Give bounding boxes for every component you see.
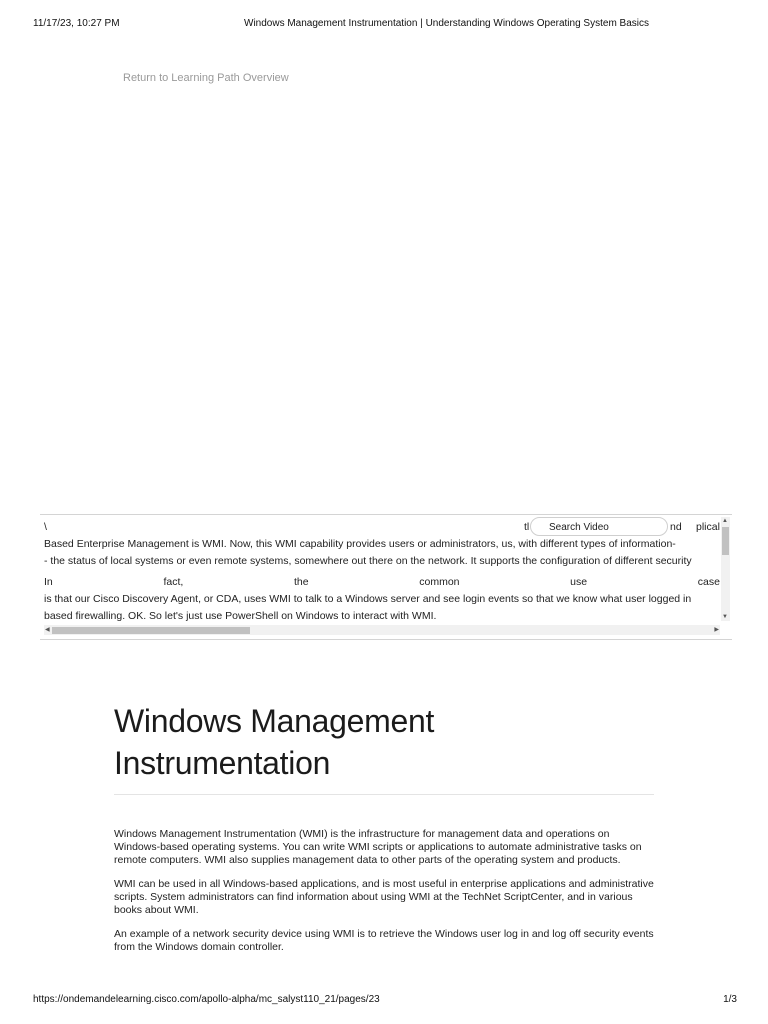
transcript-fragment: plical (696, 521, 720, 533)
print-datetime: 11/17/23, 10:27 PM (33, 18, 120, 29)
search-video-input[interactable]: Search Video (530, 517, 668, 536)
transcript-line: is that our Cisco Discovery Agent, or CDA, uses WMI to talk to a Windows server and see login events so that we know what user logged in (44, 593, 692, 605)
transcript-fragment: tl (524, 521, 530, 533)
article-paragraph: An example of a network security device using WMI is to retrieve the Windows user log in and log off security events from the Windows domain controller. (114, 928, 654, 953)
scroll-right-arrow-icon[interactable]: ▶ (714, 627, 719, 633)
article-body (114, 828, 654, 965)
page-title: Windows Management Instrumentation (114, 703, 435, 781)
title-divider (114, 794, 654, 795)
print-document-title: Windows Management Instrumentation | Understanding Windows Operating System Basics (244, 18, 650, 29)
page-indicator: 1/3 (723, 994, 737, 1005)
transcript-horizontal-scrollbar[interactable] (44, 625, 720, 635)
horizontal-scroll-thumb[interactable] (52, 627, 250, 634)
transcript-line (44, 574, 720, 591)
article-paragraph: Windows Management Instrumentation (WMI) is the infrastructure for management data and operations on Windows-based operating systems. You can write WMI scripts or applications to automate administrative tasks on remote computers. WMI also supplies management data to other parts of the operating system and products. (114, 828, 642, 866)
transcript-word: common (419, 576, 460, 588)
article-paragraph: WMI can be used in all Windows-based applications, and is most useful in enterprise applications and administrative scripts. System administrators can find information about using WMI at the TechNet ScriptCenter, and in various books about WMI. (114, 878, 654, 916)
page-url: https://ondemandelearning.cisco.com/apollo-alpha/mc_salyst110_21/pages/23 (33, 994, 380, 1005)
transcript-line: based firewalling. OK. So let's just use PowerShell on Windows to interact with WMI. (44, 610, 437, 622)
video-transcript-panel (40, 514, 732, 640)
print-header (33, 18, 748, 32)
transcript-word: In (44, 576, 53, 588)
return-to-learning-path-link[interactable]: Return to Learning Path Overview (123, 72, 289, 84)
scroll-left-arrow-icon[interactable]: ◀ (45, 627, 50, 633)
transcript-fragment: nd (670, 521, 682, 533)
scroll-down-arrow-icon[interactable]: ▼ (722, 614, 728, 620)
transcript-line: Based Enterprise Management is WMI. Now, this WMI capability provides users or administrators, us, with different types of information- (44, 538, 676, 550)
transcript-word: use (570, 576, 588, 588)
vertical-scroll-thumb[interactable] (722, 527, 729, 555)
scroll-up-arrow-icon[interactable]: ▲ (722, 518, 728, 524)
transcript-word: case (697, 576, 720, 588)
transcript-word: the (293, 576, 309, 588)
transcript-line: - the status of local systems or even remote systems, somewhere out there on the network. It supports the configuration of different security (44, 555, 692, 567)
transcript-vertical-scrollbar[interactable] (721, 517, 730, 621)
transcript-fragment: \ (44, 521, 47, 533)
print-footer (33, 994, 737, 1006)
transcript-word: fact, (163, 576, 184, 588)
